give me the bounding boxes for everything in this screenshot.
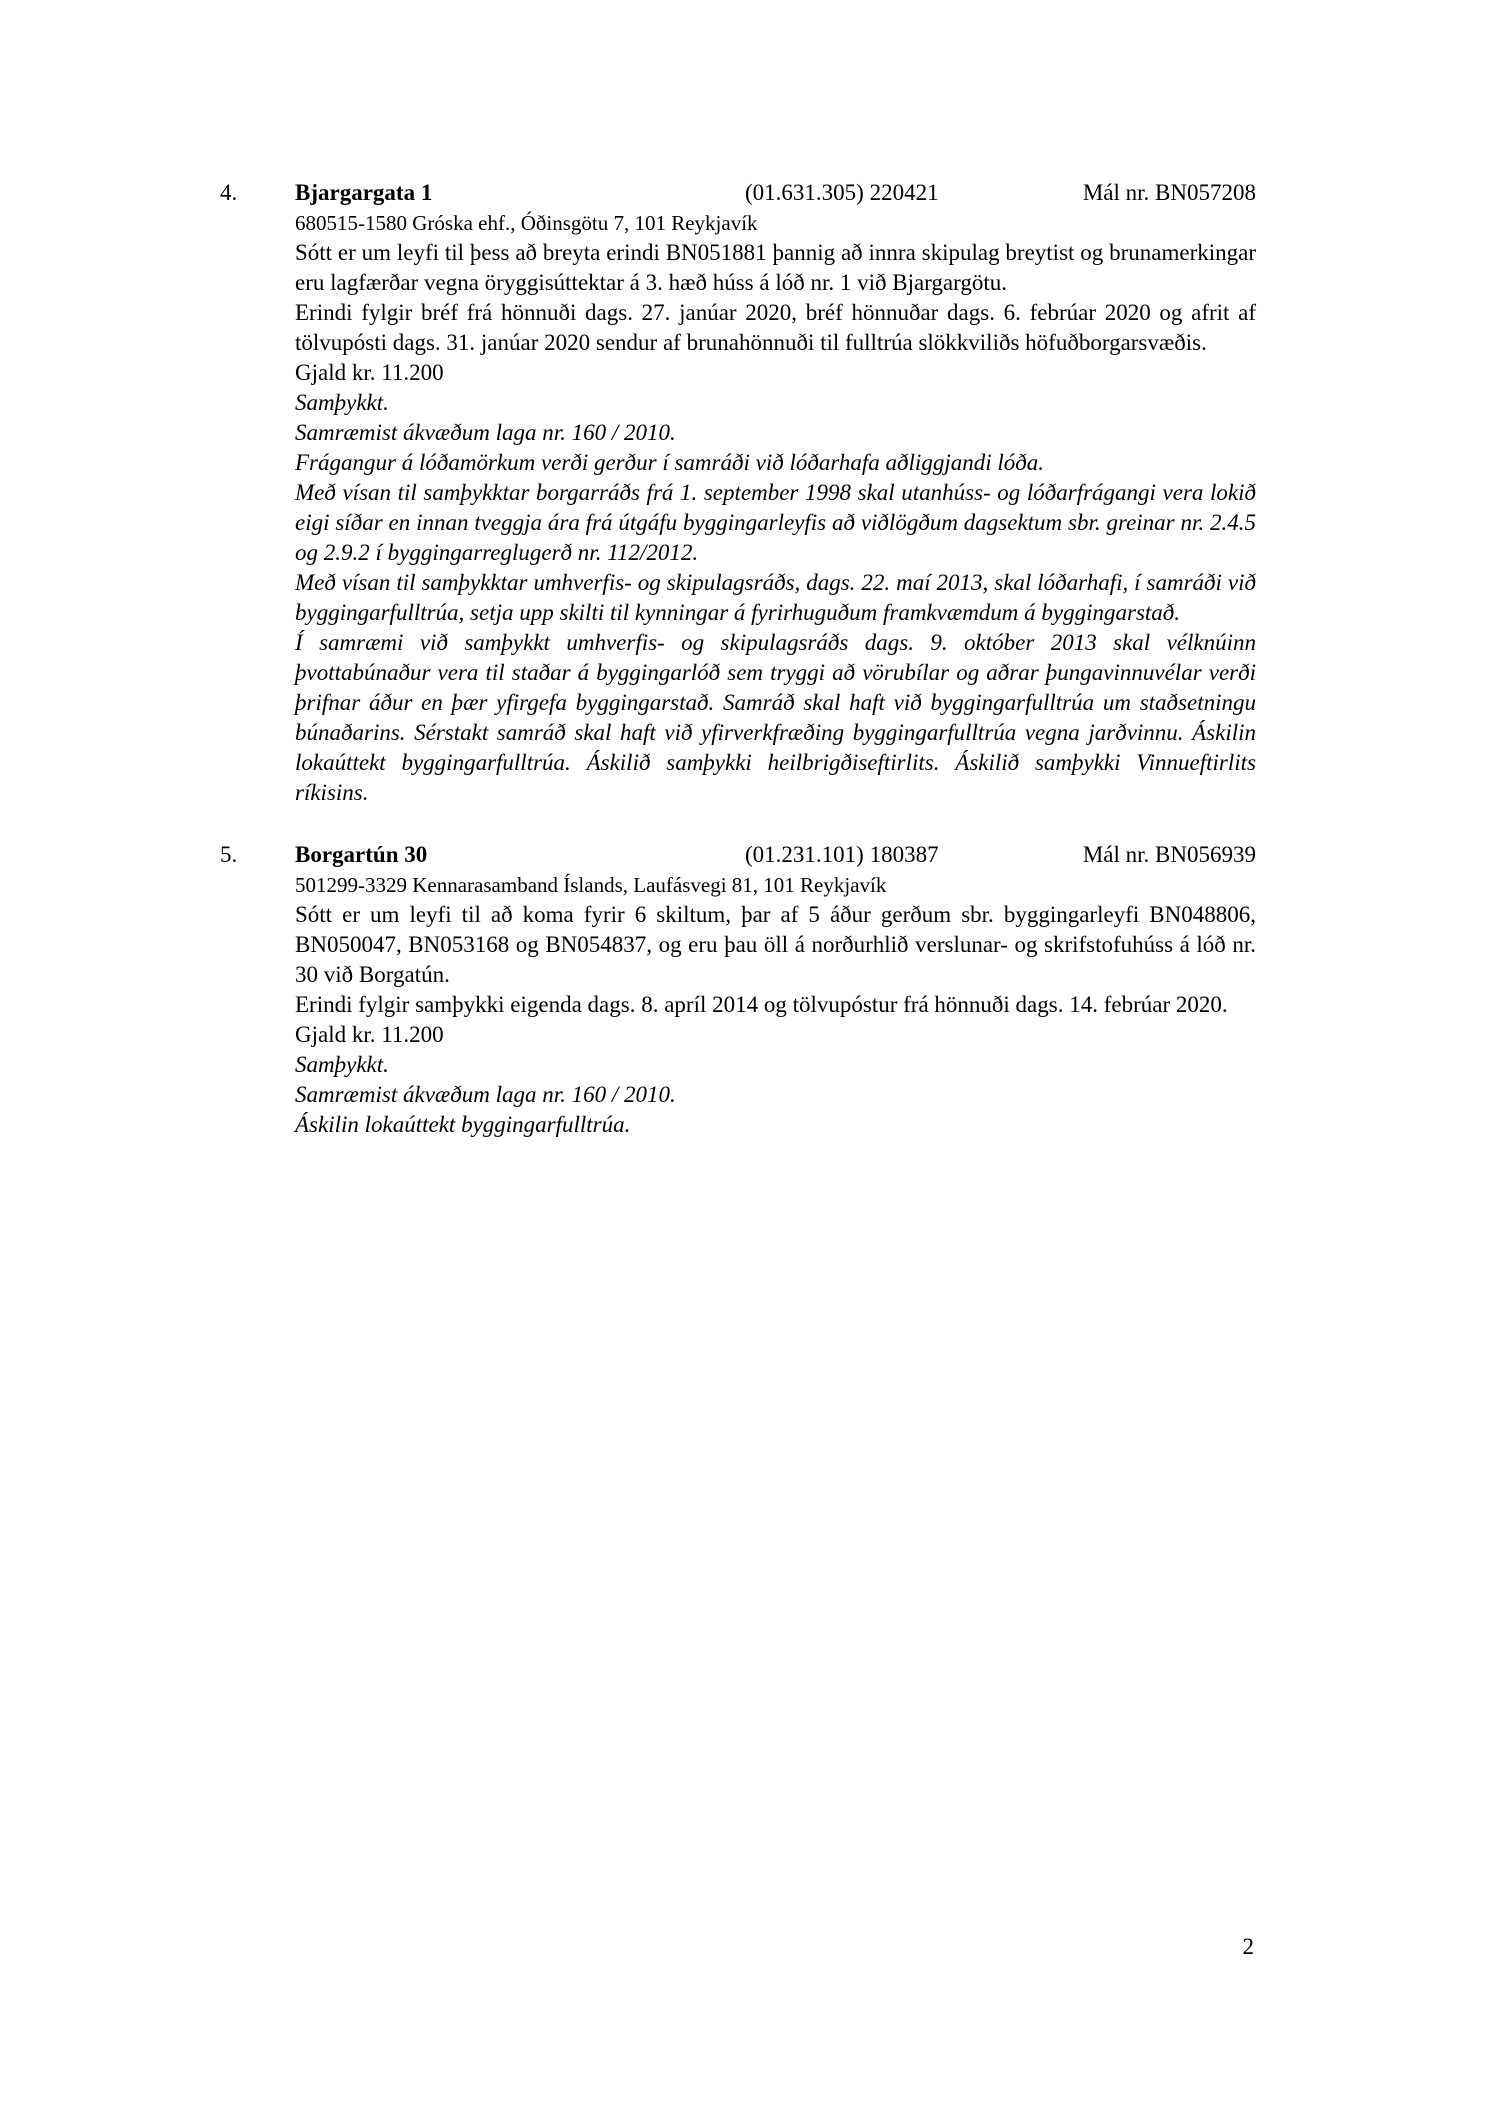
paragraph: Samræmist ákvæðum laga nr. 160 / 2010. xyxy=(295,1082,676,1107)
paragraph: Með vísan til samþykktar umhverfis- og skipulagsráðs, dags. 22. maí 2013, skal lóðarhafi, í samráði við byggingarfulltrúa, setja upp skilti til kynningar á fyrirhuguðum framkvæmdum á byggingarstað. xyxy=(295,570,1256,625)
agenda-item-header xyxy=(220,178,1256,208)
item-title: Borgartún 30 xyxy=(295,842,428,867)
paragraph: Áskilin lokaúttekt byggingarfulltrúa. xyxy=(295,1112,631,1137)
item-reference: (01.631.305) 220421 xyxy=(745,180,939,205)
item-case-number: Mál nr. BN057208 xyxy=(1082,180,1256,205)
paragraph: Gjald kr. 11.200 xyxy=(295,360,444,385)
agenda-item-header xyxy=(220,840,1256,870)
paragraph: Erindi fylgir bréf frá hönnuði dags. 27. janúar 2020, bréf hönnuðar dags. 6. febrúar 2020 og afrit af tölvupósti dags. 31. janúar 2020 sendur af brunahönnuði til fulltrúa slökkviliðs höfuðborgarsvæðis. xyxy=(295,300,1256,355)
paragraph: Samþykkt. xyxy=(295,1052,389,1077)
paragraph: Samþykkt. xyxy=(295,390,389,415)
paragraph: Gjald kr. 11.200 xyxy=(295,1022,444,1047)
item-paragraphs xyxy=(295,238,1256,808)
paragraph: Samræmist ákvæðum laga nr. 160 / 2010. xyxy=(295,420,676,445)
item-number: 5. xyxy=(220,842,238,867)
item-case-number: Mál nr. BN056939 xyxy=(1082,842,1256,867)
paragraph: Erindi fylgir samþykki eigenda dags. 8. apríl 2014 og tölvupóstur frá hönnuði dags. 14. febrúar 2020. xyxy=(295,992,1228,1017)
item-reference: (01.231.101) 180387 xyxy=(745,842,939,867)
paragraph: Með vísan til samþykktar borgarráðs frá 1. september 1998 skal utanhúss- og lóðarfrágangi vera lokið eigi síðar en innan tveggja ára frá útgáfu byggingarleyfis að viðlögðum dagsektum sbr. greinar nr. 2.4.5 og 2.9.2 í byggingarreglugerð nr. 112/2012. xyxy=(295,480,1256,565)
item-title: Bjargargata 1 xyxy=(295,180,433,205)
item-owner-line: 501299-3329 Kennarasamband Íslands, Laufásvegi 81, 101 Reykjavík xyxy=(295,873,887,897)
item-paragraphs xyxy=(295,900,1256,1140)
item-number: 4. xyxy=(220,180,238,205)
item-owner-line: 680515-1580 Gróska ehf., Óðinsgötu 7, 101 Reykjavík xyxy=(295,211,758,235)
agenda-item-5 xyxy=(220,840,1256,1140)
paragraph: Frágangur á lóðamörkum verði gerður í samráði við lóðarhafa aðliggjandi lóða. xyxy=(295,450,1044,475)
document-content xyxy=(220,178,1256,1140)
paragraph: Sótt er um leyfi til að koma fyrir 6 skiltum, þar af 5 áður gerðum sbr. byggingarleyfi BN048806, BN050047, BN053168 og BN054837, og eru þau öll á norðurhlið verslunar- og skrifstofuhúss á lóð nr. 30 við Borgatún. xyxy=(295,902,1256,987)
paragraph: Sótt er um leyfi til þess að breyta erindi BN051881 þannig að innra skipulag breytist og brunamerkingar eru lagfærðar vegna öryggisúttektar á 3. hæð húss á lóð nr. 1 við Bjargargötu. xyxy=(295,240,1256,295)
agenda-item-4 xyxy=(220,178,1256,808)
page-number: 2 xyxy=(1242,1934,1254,1959)
paragraph: Í samræmi við samþykkt umhverfis- og skipulagsráðs dags. 9. október 2013 skal vélknúinn þvottabúnaður vera til staðar á byggingarlóð sem tryggi að vörubílar og aðrar þungavinnuvélar verði þrifnar áður en þær yfirgefa byggingarstað. Samráð skal haft við byggingarfulltrúa um staðsetningu búnaðarins. Sérstakt samráð skal haft við yfirverkfræðing byggingarfulltrúa vegna jarðvinnu. Áskilin lokaúttekt byggingarfulltrúa. Áskilið samþykki heilbrigðiseftirlits. Áskilið samþykki Vinnueftirlits ríkisins. xyxy=(295,630,1256,805)
